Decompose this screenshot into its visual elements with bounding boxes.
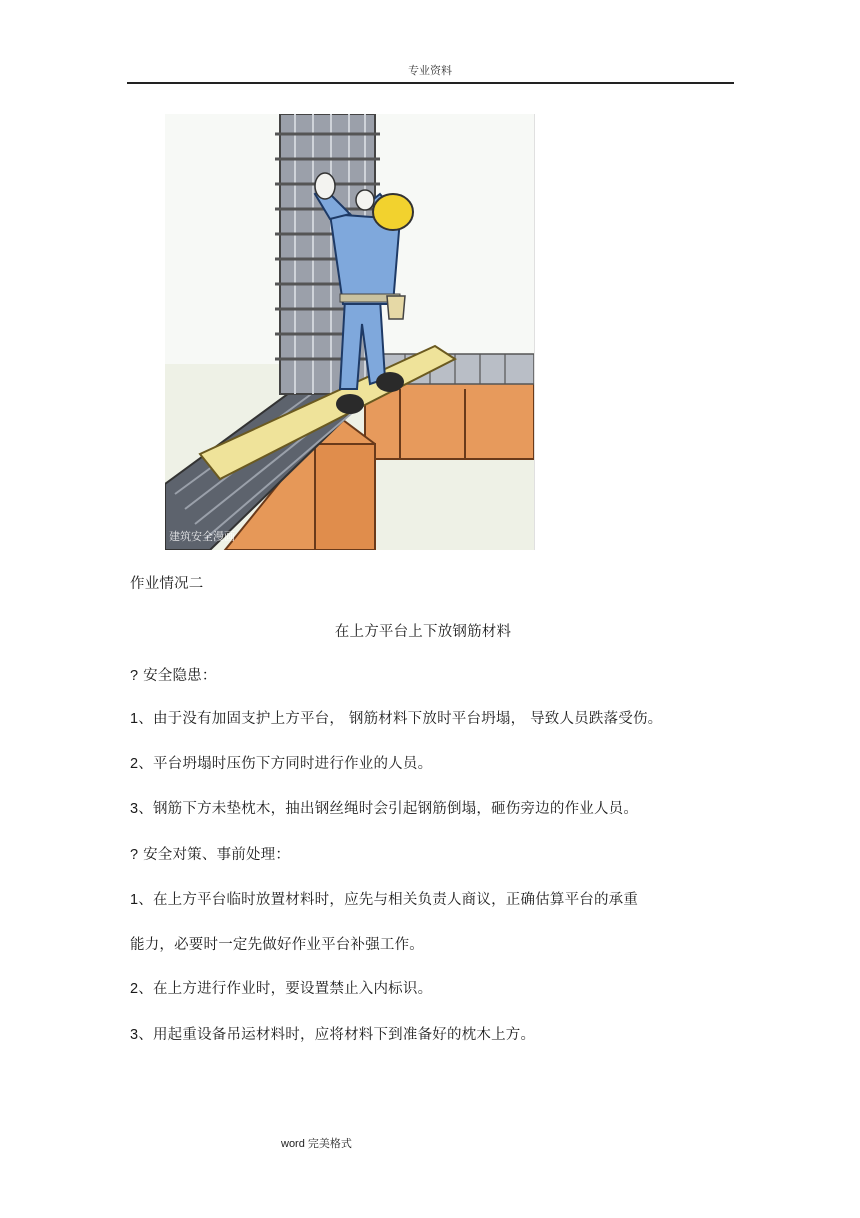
measure-item-continuation: 能力，必要时一定先做好作业平台补强工作。 — [130, 937, 424, 953]
hazard-item: 2、平台坍塌时压伤下方同时进行作业的人员。 — [130, 756, 433, 772]
bullet-marker: ? — [130, 847, 139, 863]
measure-item: 1、在上方平台临时放置材料时，应先与相关负责人商议，正确估算平台的承重 — [130, 892, 639, 908]
measure-item: 2、在上方进行作业时，要设置禁止入内标识。 — [130, 981, 433, 997]
safety-illustration — [165, 114, 535, 550]
hazard-item: 3、钢筋下方未垫枕木，抽出钢丝绳时会引起钢筋倒塌，砸伤旁边的作业人员。 — [130, 801, 639, 817]
measures-heading-text: 安全对策、事前处理： — [143, 847, 291, 863]
header-title: 专业资料 — [408, 64, 452, 77]
hazards-heading-text: 安全隐患： — [143, 668, 217, 684]
measure-item: 3、用起重设备吊运材料时，应将材料下到准备好的枕木上方。 — [130, 1027, 536, 1043]
worker-on-plank-illustration — [165, 114, 534, 550]
measures-heading — [130, 843, 290, 864]
section-label: 作业情况二 — [130, 576, 204, 592]
svg-text:建筑安全漫画: 建筑安全漫画 — [169, 530, 235, 543]
bullet-marker: ? — [130, 668, 139, 684]
header-divider — [127, 82, 734, 84]
page-footer: word 完美格式 — [281, 1138, 352, 1150]
hazard-item: 1、由于没有加固支护上方平台， 钢筋材料下放时平台坍塌， 导致人员跌落受伤。 — [130, 711, 663, 727]
section-title: 在上方平台上下放钢筋材料 — [334, 624, 512, 640]
hazards-heading — [130, 664, 217, 685]
